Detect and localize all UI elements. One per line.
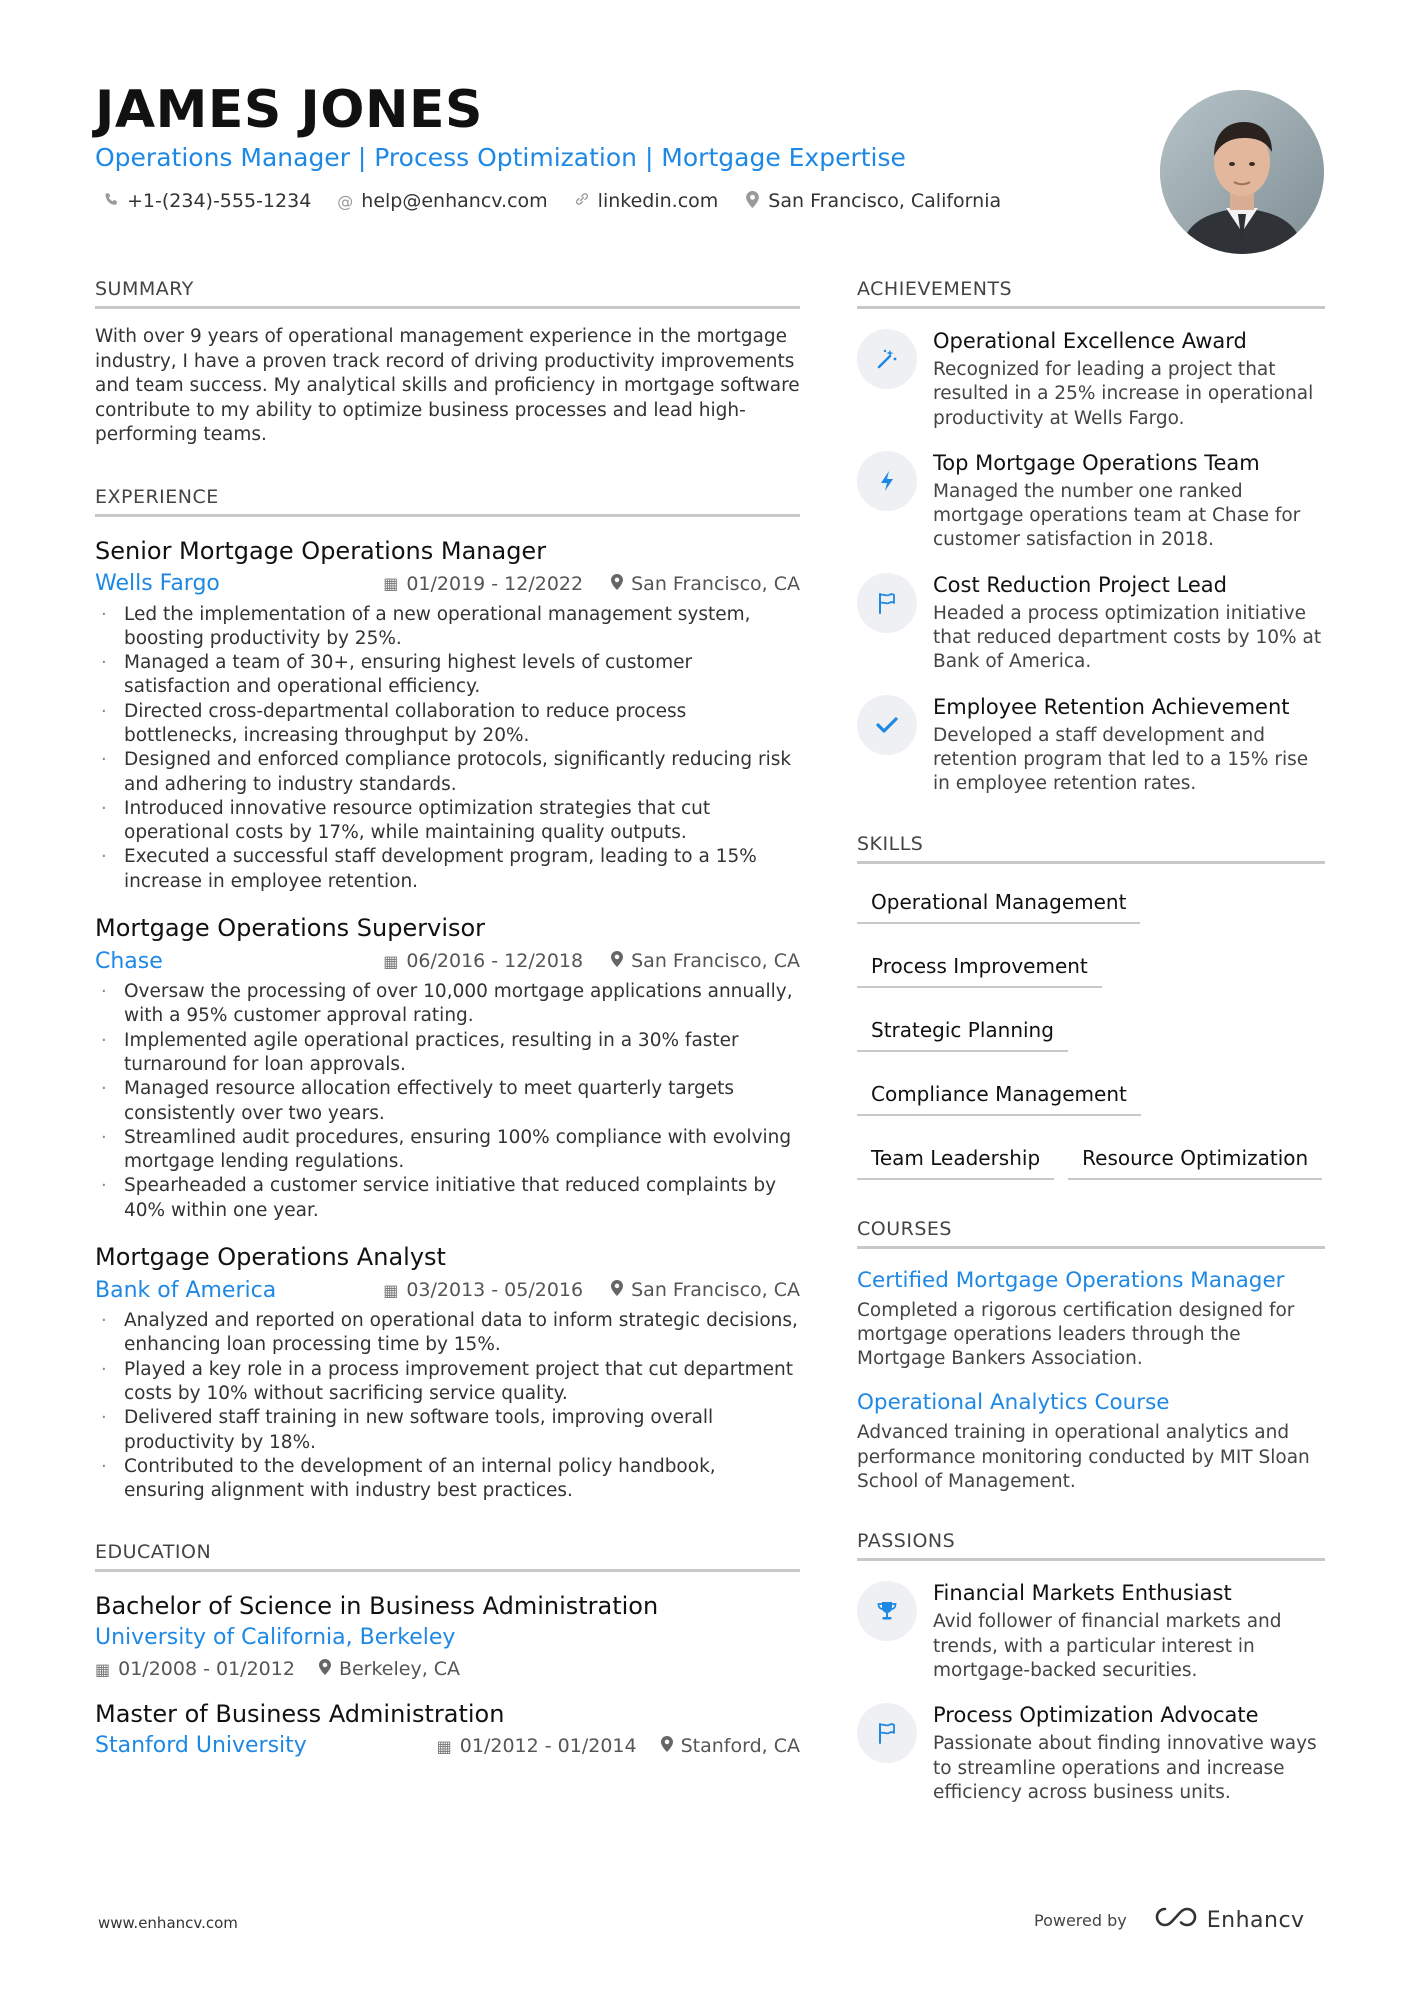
location-pin-icon	[661, 1736, 673, 1756]
job-dates	[383, 950, 583, 972]
achievement-title: Operational Excellence Award	[933, 329, 1247, 353]
at-sign-icon: @	[337, 191, 354, 211]
experience-item	[95, 535, 800, 895]
bullet-item: · Managed resource allocation effectively to meet quarterly targets consistently over two years.	[95, 1077, 800, 1126]
phone-text: +1-(234)-555-1234	[127, 190, 312, 212]
bullet-item: · Directed cross-departmental collaboration to reduce process bottlenecks, increasing throughput by 20%.	[95, 700, 800, 749]
job-meta	[95, 946, 800, 976]
link-icon	[574, 191, 590, 211]
company-name[interactable]: Bank of America	[95, 1277, 277, 1303]
course-desc: Completed a rigorous certification designed for mortgage operations leaders through the Mortgage Bankers Association.	[857, 1299, 1295, 1370]
achievement-item	[857, 449, 1325, 553]
courses-section	[857, 1218, 1325, 1495]
achievement-body	[933, 571, 1325, 675]
magic-wand-icon	[857, 329, 917, 389]
passions-section	[857, 1530, 1325, 1805]
job-title: Mortgage Operations Supervisor	[95, 914, 486, 943]
contact-linkedin[interactable]	[574, 190, 719, 212]
job-dates-text: 06/2016 - 12/2018	[406, 950, 584, 973]
contact-bar	[103, 190, 1001, 212]
flag-icon	[857, 573, 917, 633]
course-title[interactable]: Operational Analytics Course	[857, 1390, 1170, 1416]
summary-section	[95, 278, 800, 448]
education-section	[95, 1541, 800, 1762]
location-pin-icon	[744, 191, 760, 212]
bullet-item: · Played a key role in a process improvement project that cut department costs by 10% without sacrificing service quality.	[95, 1358, 800, 1407]
left-column	[95, 278, 800, 1762]
passion-body	[933, 1579, 1325, 1683]
candidate-name: JAMES JONES	[95, 80, 483, 140]
experience-section	[95, 486, 800, 1504]
job-bullets	[95, 980, 800, 1223]
job-bullets	[95, 1309, 800, 1503]
job-location-text: San Francisco, CA	[631, 950, 800, 973]
achievement-title: Employee Retention Achievement	[933, 694, 1290, 719]
job-dates-text: 03/2013 - 05/2016	[406, 1279, 584, 1302]
achievement-desc: Recognized for leading a project that resulted in a 25% increase in operational productivity at Wells Fargo.	[933, 359, 1314, 429]
location-pin-icon	[611, 951, 623, 971]
education-meta	[437, 1735, 800, 1757]
experience-heading: EXPERIENCE	[95, 486, 800, 517]
contact-location	[744, 190, 1001, 212]
location-pin-icon	[611, 1280, 623, 1300]
course-item	[857, 1267, 1325, 1372]
job-meta	[95, 1275, 800, 1305]
infinity-logo-icon	[1153, 1905, 1199, 1935]
calendar-icon: ▦	[383, 574, 399, 593]
location-pin-icon	[319, 1659, 331, 1679]
experience-item	[95, 1241, 800, 1503]
brand-logo	[1153, 1905, 1305, 1935]
passion-body	[933, 1701, 1325, 1805]
degree-title: Master of Business Administration	[95, 1700, 505, 1729]
skill-tag: Resource Optimization	[1068, 1140, 1322, 1180]
passion-item	[857, 1579, 1325, 1683]
achievement-body	[933, 327, 1325, 431]
location-pin-icon	[611, 574, 623, 594]
achievement-title: Cost Reduction Project Lead	[933, 572, 1227, 597]
education-dates	[95, 1658, 295, 1680]
skill-tag: Operational Management	[857, 884, 1140, 924]
skill-tag: Process Improvement	[857, 948, 1102, 988]
job-title: Mortgage Operations Analyst	[95, 1243, 446, 1272]
skills-heading: SKILLS	[857, 833, 1325, 864]
passion-title: Financial Markets Enthusiast	[933, 1581, 1232, 1606]
achievement-item	[857, 693, 1325, 797]
bullet-item: · Led the implementation of a new operational management system, boosting productivity by 25%.	[95, 603, 800, 652]
bullet-item: · Contributed to the development of an internal policy handbook, ensuring alignment with industry best practices.	[95, 1455, 800, 1504]
education-dates-text: 01/2012 - 01/2014	[459, 1735, 637, 1758]
right-column	[857, 278, 1325, 1805]
bullet-item: · Managed a team of 30+, ensuring highest levels of customer satisfaction and operational efficiency.	[95, 651, 800, 700]
achievement-desc: Headed a process optimization initiative that reduced department costs by 10% at Bank of America.	[933, 602, 1322, 673]
location-text: San Francisco, California	[768, 190, 1002, 212]
education-item	[95, 1698, 800, 1762]
powered-by-label: Powered by	[1034, 1910, 1127, 1930]
job-location	[611, 950, 800, 972]
job-location	[611, 1279, 800, 1301]
passion-item	[857, 1701, 1325, 1805]
job-meta	[95, 569, 800, 599]
education-location-text: Berkeley, CA	[338, 1658, 461, 1681]
bullet-item: · Spearheaded a customer service initiative that reduced complaints by 40% within one year.	[95, 1174, 800, 1223]
footer-website[interactable]: www.enhancv.com	[98, 1914, 238, 1932]
calendar-icon: ▦	[383, 1280, 399, 1300]
contact-email[interactable]	[337, 190, 547, 212]
job-dates	[383, 1279, 583, 1301]
experience-item	[95, 912, 800, 1223]
education-row	[95, 1730, 800, 1762]
skills-list	[857, 884, 1325, 1204]
bullet-item: · Implemented agile operational practices, resulting in a 30% faster turnaround for loan approvals.	[95, 1029, 800, 1078]
achievement-desc: Developed a staff development and retention program that led to a 15% rise in employee retention rates.	[933, 724, 1309, 795]
brand-name: Enhancv	[1206, 1907, 1305, 1933]
linkedin-text: linkedin.com	[597, 190, 719, 212]
education-location	[319, 1658, 460, 1680]
course-desc: Advanced training in operational analytics and performance monitoring conducted by MIT Sloan School of Management.	[857, 1422, 1310, 1493]
contact-phone[interactable]	[103, 190, 311, 212]
skill-tag: Team Leadership	[857, 1140, 1054, 1180]
education-item	[95, 1590, 800, 1680]
achievement-body	[933, 449, 1325, 553]
headline: Operations Manager | Process Optimization | Mortgage Expertise	[95, 143, 906, 172]
footer-branding[interactable]	[1034, 1905, 1305, 1935]
bullet-item: · Analyzed and reported on operational data to inform strategic decisions, enhancing loan processing time by 15%.	[95, 1309, 800, 1358]
job-location-text: San Francisco, CA	[631, 572, 800, 595]
bullet-item: · Delivered staff training in new software tools, improving overall productivity by 18%.	[95, 1406, 800, 1455]
job-dates	[383, 573, 583, 595]
education-location	[661, 1735, 800, 1757]
passion-desc: Avid follower of financial markets and trends, with a particular interest in mortgage-backed securities.	[933, 1611, 1282, 1681]
achievement-body	[933, 693, 1325, 797]
email-text: help@enhancv.com	[361, 190, 548, 212]
calendar-icon: ▦	[383, 951, 399, 971]
profile-photo	[1160, 90, 1324, 254]
skill-tag: Strategic Planning	[857, 1012, 1068, 1052]
job-location	[611, 573, 800, 595]
company-name[interactable]: Chase	[95, 948, 163, 974]
achievement-desc: Managed the number one ranked mortgage operations team at Chase for customer satisfaction in 2018.	[933, 480, 1301, 551]
calendar-icon: ▦	[95, 1659, 111, 1679]
summary-text: With over 9 years of operational management experience in the mortgage industry, I have a proven track record of driving productivity improvements and team success. My analytical skills and proficiency in mortgage software contribute to my ability to optimize business processes and lead high-performing teams.	[95, 326, 800, 445]
phone-icon	[103, 192, 119, 211]
education-location-text: Stanford, CA	[680, 1735, 800, 1758]
degree-title: Bachelor of Science in Business Administration	[95, 1592, 659, 1621]
job-bullets	[95, 603, 800, 895]
passions-heading: PASSIONS	[857, 1530, 1325, 1561]
bullet-item: · Designed and enforced compliance protocols, significantly reducing risk and adhering to industry standards.	[95, 748, 800, 797]
education-dates-text: 01/2008 - 01/2012	[118, 1658, 295, 1681]
trophy-icon	[857, 1581, 917, 1641]
course-item	[857, 1389, 1325, 1494]
passion-desc: Passionate about finding innovative ways to streamline operations and increase efficiency across business units.	[933, 1733, 1317, 1803]
course-title[interactable]: Certified Mortgage Operations Manager	[857, 1267, 1285, 1293]
skills-section	[857, 833, 1325, 1204]
school-name[interactable]: University of California, Berkeley	[95, 1625, 456, 1651]
job-title: Senior Mortgage Operations Manager	[95, 536, 547, 565]
achievements-heading: ACHIEVEMENTS	[857, 278, 1325, 309]
passion-title: Process Optimization Advocate	[933, 1703, 1259, 1728]
bullet-item: · Executed a successful staff development program, leading to a 15% increase in employee retention.	[95, 845, 800, 894]
bullet-item: · Oversaw the processing of over 10,000 mortgage applications annually, with a 95% customer approval rating.	[95, 980, 800, 1029]
courses-heading: COURSES	[857, 1218, 1325, 1249]
bullet-item: · Streamlined audit procedures, ensuring 100% compliance with evolving mortgage lending regulations.	[95, 1126, 800, 1175]
job-location-text: San Francisco, CA	[631, 1279, 800, 1302]
achievement-title: Top Mortgage Operations Team	[933, 450, 1260, 475]
achievement-item	[857, 571, 1325, 675]
education-dates	[437, 1735, 637, 1757]
checkmark-icon	[857, 695, 917, 755]
bullet-item: · Introduced innovative resource optimization strategies that cut operational costs by 17%, while maintaining quality outputs.	[95, 797, 800, 846]
lightning-bolt-icon	[857, 451, 917, 511]
calendar-icon: ▦	[436, 1736, 452, 1756]
company-name[interactable]: Wells Fargo	[95, 571, 220, 596]
job-dates-text: 01/2019 - 12/2022	[406, 572, 584, 595]
flag-icon	[857, 1703, 917, 1763]
school-name[interactable]: Stanford University	[95, 1733, 307, 1759]
achievement-item	[857, 327, 1325, 431]
summary-heading: SUMMARY	[95, 278, 800, 309]
achievements-section	[857, 278, 1325, 797]
education-meta	[95, 1658, 800, 1680]
skill-tag: Compliance Management	[857, 1076, 1141, 1116]
education-heading: EDUCATION	[95, 1541, 800, 1572]
